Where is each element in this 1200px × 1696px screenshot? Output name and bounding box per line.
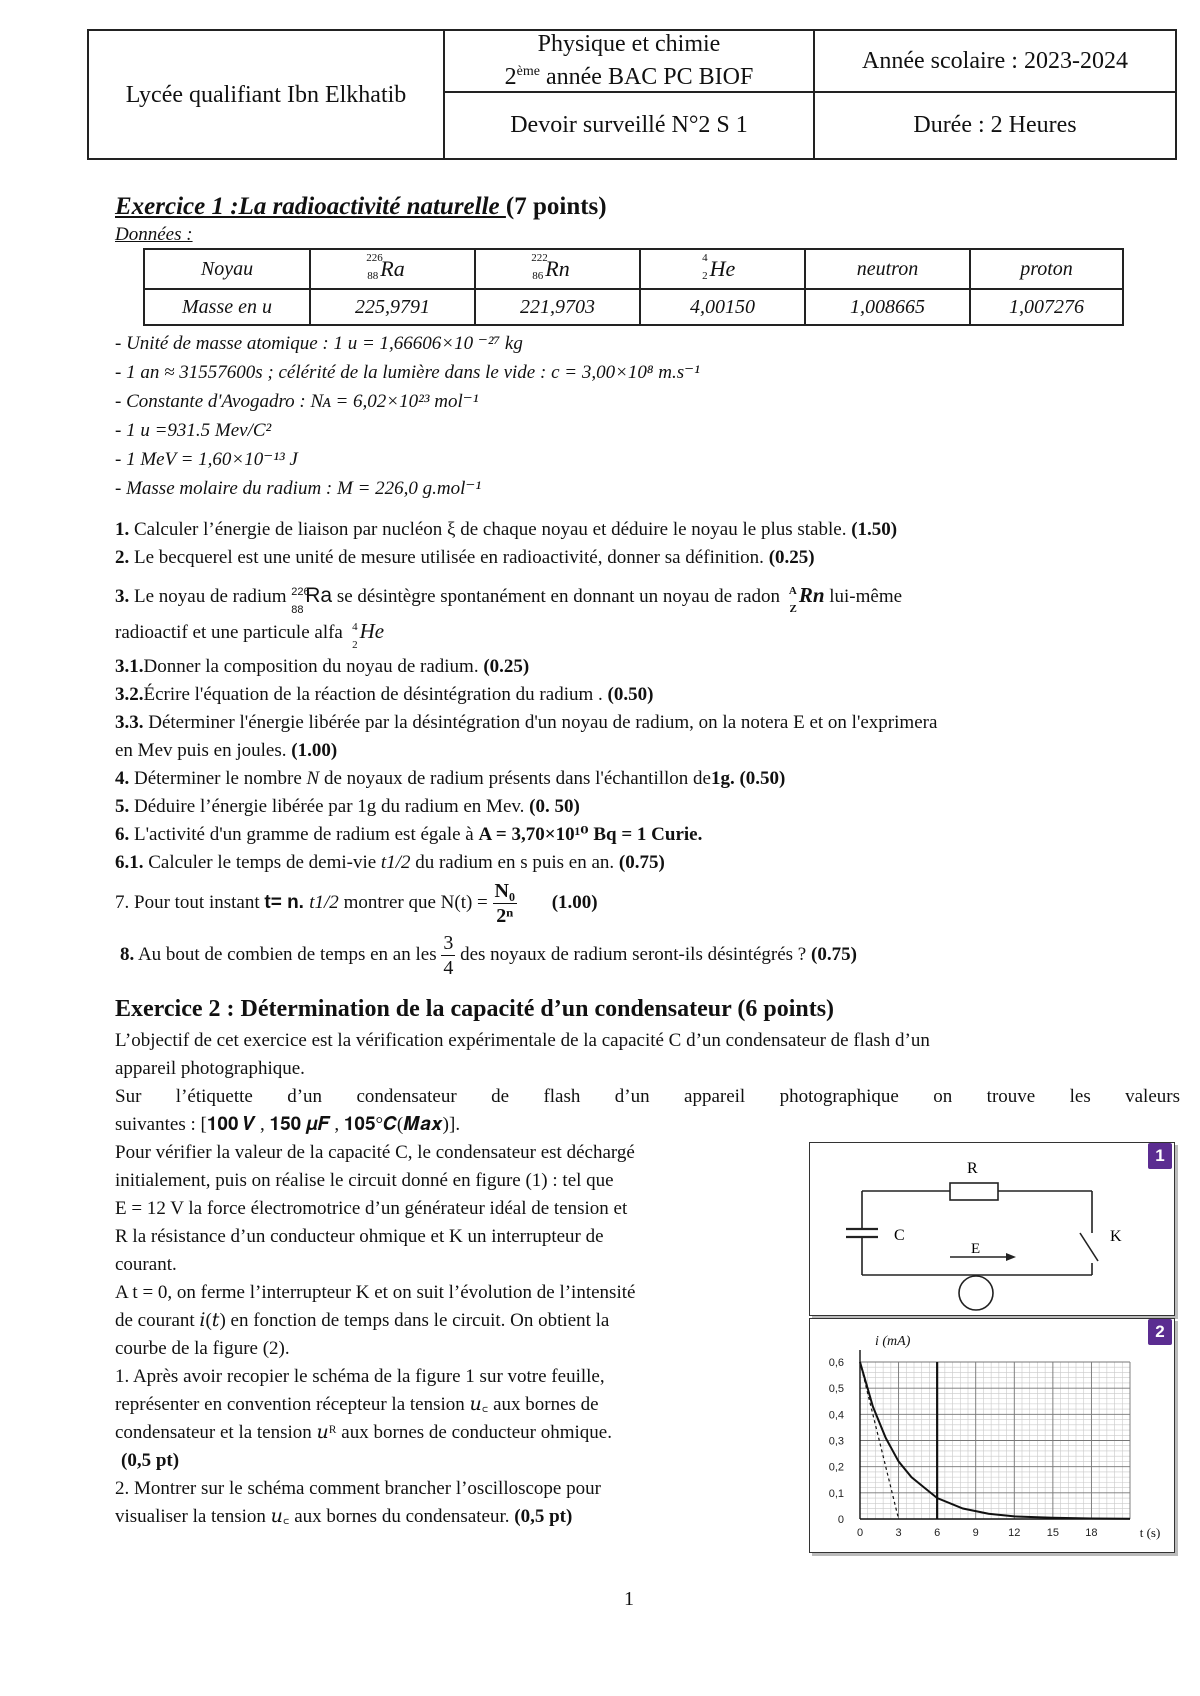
school-name: Lycée qualifiant Ibn Elkhatib (88, 30, 444, 159)
nucleus-ra: 226 88 Ra (310, 249, 475, 289)
proton-header: proton (970, 249, 1123, 289)
q3: 3. Le noyau de radium 226 88 Ra se désintègre spontanément en donnant un noyau de radon A Z Rn lui-même (115, 583, 903, 616)
q1: 1. Calculer l’énergie de liaison par nucléon ξ de chaque noyau et déduire le noyau le plus stable. (1.50) (115, 519, 898, 540)
text-line: Pour vérifier la valeur de la capacité C, le condensateur est déchargé (115, 1142, 635, 1163)
x-axis-label: t (s) (1139, 1525, 1161, 1540)
figure-tag-2: 2 (1148, 1319, 1172, 1345)
circuit-diagram (810, 1143, 1174, 1315)
q6: 6. L'activité d'un gramme de radium est égale à A = 3,70×10¹⁰ Bq = 1 Curie. (115, 824, 703, 845)
y-tick-label: 0,2 (828, 1461, 844, 1474)
text-line: courbe de la figure (2). (115, 1338, 290, 1359)
y-tick-label: 0,1 (828, 1487, 844, 1500)
fraction-n0-2n: $\frac{\text{N₀}}{\text{2ⁿ}}$ (494, 880, 515, 927)
ex2-text (115, 1139, 795, 1531)
switch-k (1080, 1233, 1098, 1261)
nuclei-table (143, 248, 1124, 326)
ex2-label: Sur l’étiquette d’un condensateur de flash d’un appareil photographique on trouve les valeurs suivantes : [𝟏𝟎𝟎 𝑽 , 𝟏𝟓𝟎 𝝁𝑭 , 𝟏𝟎𝟓°𝑪(𝑴𝒂𝒙)]. (115, 1086, 1180, 1135)
page-number: 1 (624, 1588, 634, 1610)
q3-3: 3.3. Déterminer l'énergie libérée par la désintégration d'un noyau de radium, on la notera E et on l'exprimera en Mev puis en joules. (1.00) (115, 712, 938, 761)
q3-line2: radioactif et une particule alfa 4 2 He (115, 619, 385, 651)
school-year: Année scolaire : 2023-2024 (814, 30, 1176, 92)
q7: 7. Pour tout instant t= n. t1/2 montrer que N(t) = $\frac{\text{N₀}}{\text{2ⁿ}}$ (1.00) (115, 880, 598, 927)
q4: 4. Déterminer le nombre N de noyaux de radium présents dans l'échantillon de1g. (0.50) (115, 768, 786, 789)
level: 2ème année BAC PC BIOF (504, 64, 754, 91)
exam-title: Devoir surveillé N°2 S 1 (444, 92, 814, 159)
y-axis-label: i (mA) (875, 1334, 911, 1349)
duration: Durée : 2 Heures (814, 92, 1176, 159)
table-cell: 1,008665 (805, 289, 970, 325)
label-e: E (971, 1241, 981, 1257)
nucleus-he: 4 2 He (640, 249, 805, 289)
y-tick-label: 0,5 (828, 1383, 844, 1396)
y-tick-label: 0 (837, 1514, 844, 1526)
table-cell: 221,9703 (475, 289, 640, 325)
fraction-3-4: $\frac{3}{4}$ (443, 932, 454, 979)
subject-cell (444, 30, 814, 92)
text-line: courant. (115, 1254, 177, 1275)
table-row-label: Noyau (144, 249, 310, 289)
x-tick-label: 0 (856, 1527, 864, 1539)
text-line: R la résistance d’un conducteur ohmique et K un interrupteur de (115, 1226, 604, 1247)
text-line: 1. Après avoir recopier le schéma de la figure 1 sur votre feuille, (115, 1366, 605, 1387)
ex2-intro: L’objectif de cet exercice est la vérification expérimentale de la capacité C d’un condensateur de flash d’un appareil photographique. (115, 1030, 930, 1079)
x-tick-label: 18 (1085, 1527, 1098, 1539)
x-tick-label: 15 (1046, 1527, 1059, 1539)
q8: 8. Au bout de combien de temps en an les $\frac{3}{4}$ des noyaux de radium seront-ils désintégrés ? (0.75) (120, 932, 857, 979)
q5: 5. Déduire l’énergie libérée par 1g du radium en Mev. (0. 50) (115, 796, 580, 817)
text-line: A t = 0, on ferme l’interrupteur K et on suit l’évolution de l’intensité (115, 1282, 636, 1303)
label-c: C (894, 1227, 905, 1244)
nucleus-rn: 222 86 Rn (475, 249, 640, 289)
x-tick-label: 6 (934, 1527, 941, 1539)
q3-2: 3.2.Écrire l'équation de la réaction de désintégration du radium . (0.50) (115, 684, 654, 705)
q2: 2. Le becquerel est une unité de mesure utilisée en radioactivité, donner sa définition. (0.25) (115, 547, 815, 568)
x-tick-label: 12 (1008, 1527, 1021, 1539)
ex2-title: Exercice 2 : Détermination de la capacité d’un condensateur (6 points) (115, 996, 835, 1022)
table-cell: 225,9791 (310, 289, 475, 325)
label-r: R (967, 1160, 978, 1177)
header-table (87, 29, 1177, 160)
generator-e (959, 1276, 993, 1310)
resistor-r (950, 1183, 998, 1200)
table-cell: 1,007276 (970, 289, 1123, 325)
text-line: initialement, puis on réalise le circuit donné en figure (1) : tel que (115, 1170, 614, 1191)
given-item: - 1 u =931.5 Mev/C² (115, 420, 272, 441)
x-tick-label: 3 (895, 1527, 902, 1539)
data-label: Données : (115, 224, 193, 245)
figure-tag-1: 1 (1148, 1143, 1172, 1169)
neutron-header: neutron (805, 249, 970, 289)
x-tick-label: 9 (972, 1527, 979, 1539)
text-line: visualiser la tension 𝑢꜀ aux bornes du condensateur. (0,5 pt) (115, 1506, 573, 1527)
text-line: 2. Montrer sur le schéma comment brancher l’oscilloscope pour (115, 1478, 601, 1499)
given-item: - Constante d'Avogadro : Nᴀ = 6,02×10²³ mol⁻¹ (115, 391, 479, 412)
current-chart (810, 1319, 1174, 1552)
y-tick-label: 0,6 (828, 1357, 844, 1369)
label-k: K (1110, 1228, 1122, 1245)
subject: Physique et chimie (537, 31, 721, 58)
text-line: de courant 𝑖(𝑡) en fonction de temps dans le circuit. On obtient la (115, 1310, 610, 1331)
figure-2-chart (809, 1318, 1175, 1553)
given-item: - 1 an ≈ 31557600s ; célérité de la lumière dans le vide : c = 3,00×10⁸ m.s⁻¹ (115, 362, 700, 383)
y-tick-label: 0,3 (828, 1435, 844, 1448)
given-constants (115, 329, 700, 503)
given-item: - 1 MeV = 1,60×10⁻¹³ J (115, 449, 298, 470)
q6-1: 6.1. Calculer le temps de demi-vie t1/2 du radium en s puis en an. (0.75) (115, 852, 665, 873)
table-cell: 4,00150 (640, 289, 805, 325)
text-line: condensateur et la tension 𝑢ᴿ aux bornes de conducteur ohmique. (115, 1422, 612, 1443)
points: (0,5 pt) (121, 1450, 180, 1471)
ex1-title: Exercice 1 :La radioactivité naturelle (7 points) (115, 193, 607, 220)
figure-1-circuit (809, 1142, 1175, 1316)
q3-1: 3.1.Donner la composition du noyau de radium. (0.25) (115, 656, 530, 677)
text-line: E = 12 V la force électromotrice d’un générateur idéal de tension et (115, 1198, 628, 1219)
text-line: représenter en convention récepteur la tension 𝑢꜀ aux bornes de (115, 1394, 599, 1415)
given-item: - Masse molaire du radium : M = 226,0 g.mol⁻¹ (115, 478, 482, 499)
given-item: - Unité de masse atomique : 1 u = 1,66606×10 ⁻²⁷ kg (115, 333, 523, 354)
y-tick-label: 0,4 (828, 1409, 844, 1422)
table-row-label: Masse en u (144, 289, 310, 325)
